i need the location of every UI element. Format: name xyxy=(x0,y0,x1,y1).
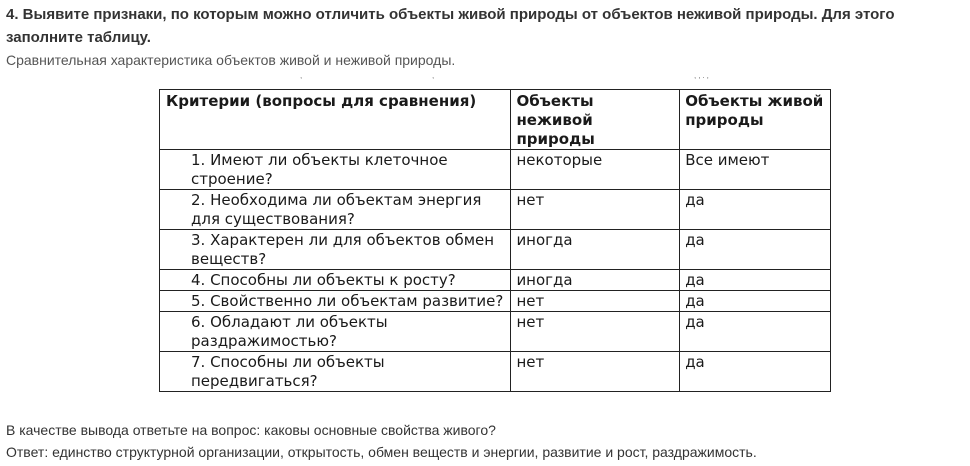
living-cell: да xyxy=(680,270,831,291)
nonliving-cell: иногда xyxy=(511,270,680,291)
criterion-cell: 4. Способны ли объекты к росту? xyxy=(160,270,511,291)
table-row xyxy=(160,291,831,312)
nonliving-cell: нет xyxy=(511,190,680,230)
living-cell: да xyxy=(680,230,831,270)
nonliving-cell: нет xyxy=(511,291,680,312)
living-cell: да xyxy=(680,352,831,392)
nonliving-cell: нет xyxy=(511,312,680,352)
criterion-cell: 3. Характерен ли для объектов обмен веществ? xyxy=(160,230,511,270)
criterion-cell: 7. Способны ли объекты передвигаться? xyxy=(160,352,511,392)
criterion-cell: 2. Необходима ли объектам энергия для существования? xyxy=(160,190,511,230)
living-cell: Все имеют xyxy=(680,150,831,190)
scan-artifact: , xyxy=(432,71,437,80)
header-criteria: Критерии (вопросы для сравнения) xyxy=(160,90,511,150)
table-row xyxy=(160,150,831,190)
living-cell: да xyxy=(680,291,831,312)
table-row xyxy=(160,270,831,291)
criterion-cell: 6. Обладают ли объекты раздражимостью? xyxy=(160,312,511,352)
table-row xyxy=(160,352,831,392)
table-row xyxy=(160,312,831,352)
table-header-row xyxy=(160,90,831,150)
nonliving-cell: некоторые xyxy=(511,150,680,190)
living-cell: да xyxy=(680,312,831,352)
header-living: Объекты живой природы xyxy=(680,90,831,150)
table-row xyxy=(160,190,831,230)
comparison-table xyxy=(159,89,831,392)
scan-artifact: , xyxy=(300,71,305,80)
task-title: 4. Выявите признаки, по которым можно отличить объекты живой природы от объектов неживой природы. Для этого заполните таблицу. xyxy=(6,6,895,46)
criterion-cell: 5. Свойственно ли объектам развитие? xyxy=(160,291,511,312)
living-cell: да xyxy=(680,190,831,230)
conclusion-answer: Ответ: единство структурной организации, открытость, обмен веществ и энергии, развитие и рост, раздражимость. xyxy=(6,444,757,460)
table-caption: Сравнительная характеристика объектов живой и неживой природы. xyxy=(6,52,456,68)
conclusion-question: В качестве вывода ответьте на вопрос: каковы основные свойства живого? xyxy=(6,422,496,438)
table-row xyxy=(160,230,831,270)
header-nonliving: Объекты неживой природы xyxy=(511,90,680,150)
nonliving-cell: нет xyxy=(511,352,680,392)
scan-artifact: ,,., xyxy=(694,71,711,80)
nonliving-cell: иногда xyxy=(511,230,680,270)
criterion-cell: 1. Имеют ли объекты клеточное строение? xyxy=(160,150,511,190)
